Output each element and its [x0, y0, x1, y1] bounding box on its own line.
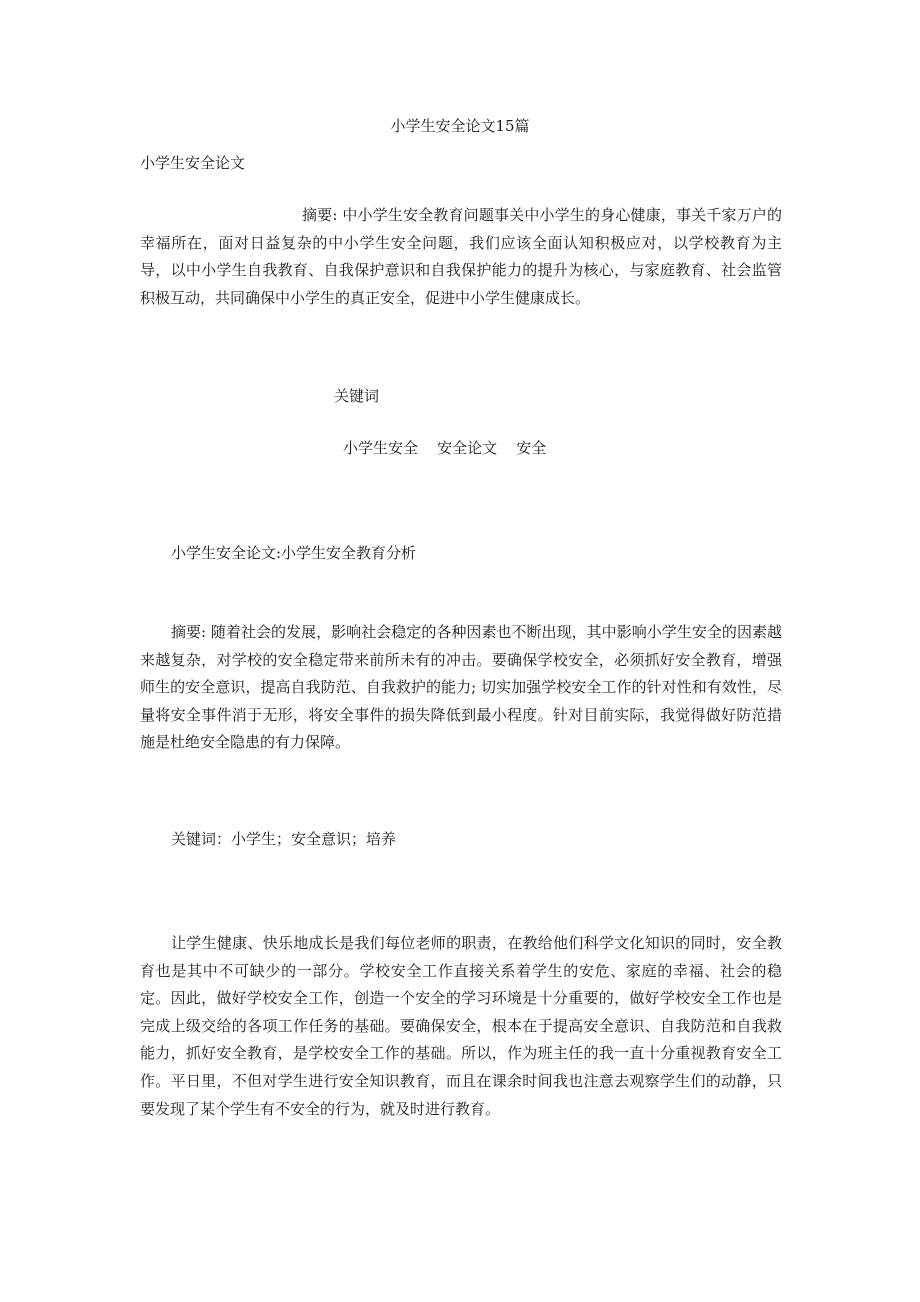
document-subtitle: 小学生安全论文 [140, 154, 246, 172]
abstract-paragraph-2: 摘要: 随着社会的发展，影响社会稳定的各种因素也不断出现，其中影响小学生安全的因素越来越复杂，对学校的安全稳定带来前所未有的冲击。要确保学校安全，必须抓好安全教育，增强师生的安全意识，提高自我防范、自我救护的能力; 切实加强学校安全工作的针对性和有效性，尽量将安全事件消于无形，将安全事件的损失降低到最小程度。针对目前实际，我觉得做好防范措施是杜绝安全隐患的有力保障。 [140, 623, 782, 752]
keyword-item: 安全论文 [437, 439, 498, 457]
keywords-list [343, 436, 546, 460]
abstract-paragraph-1: 摘要: 中小学生安全教育问题事关中小学生的身心健康，事关千家万户的幸福所在，面对日益复杂的中小学生安全问题，我们应该全面认知积极应对，以学校教育为主导，以中小学生自我教育、自我保护意识和自我保护能力的提升为核心，与家庭教育、社会监管积极互动，共同确保中小学生的真正安全，促进中小学生健康成长。 [140, 206, 782, 307]
keyword-item: 小学生安全 [343, 439, 419, 457]
document-title: 小学生安全论文15篇 [390, 117, 530, 135]
body-paragraph: 让学生健康、快乐地成长是我们每位老师的职责，在教给他们科学文化知识的同时，安全教育也是其中不可缺少的一部分。学校安全工作直接关系着学生的安危、家庭的幸福、社会的稳定。因此，做好学校安全工作，创造一个安全的学习环境是十分重要的，做好学校安全工作也是完成上级交给的各项工作任务的基础。要确保安全，根本在于提高安全意识、自我防范和自我救能力，抓好安全教育，是学校安全工作的基础。所以，作为班主任的我一直十分重视教育安全工作。平日里，不但对学生进行安全知识教育，而且在课余时间我也注意去观察学生们的动静，只要发现了某个学生有不安全的行为，就及时进行教育。 [140, 934, 782, 1118]
keywords-line: 关键词：小学生；安全意识；培养 [171, 830, 397, 848]
keywords-label: 关键词 [334, 387, 380, 405]
keyword-item: 安全 [516, 439, 547, 457]
section-heading: 小学生安全论文:小学生安全教育分析 [171, 544, 417, 562]
